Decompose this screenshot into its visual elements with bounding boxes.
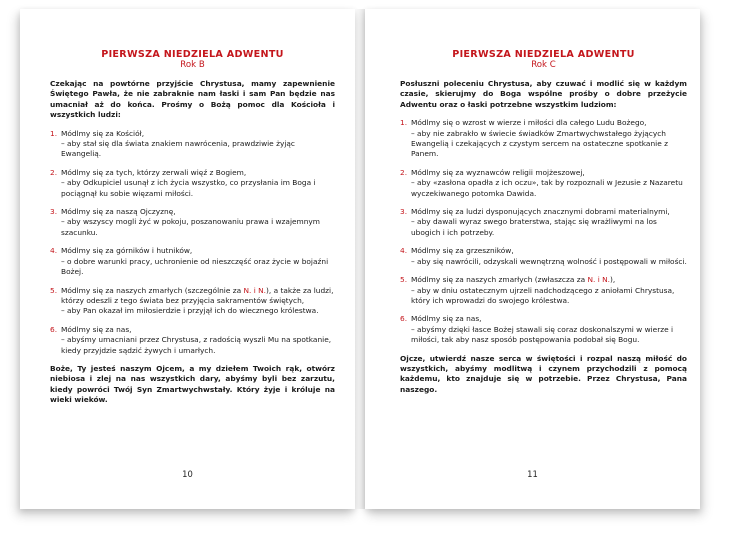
petition-line: Módlmy się za wyznawców religii mojżeszowej, — [411, 167, 585, 177]
petition-line: Módlmy się za nas, — [61, 324, 132, 334]
petition-line: – o dobre warunki pracy, uchronienie od nieszczęść oraz życie w bojaźni Bożej. — [61, 256, 329, 277]
left-page — [20, 9, 355, 509]
petition-item — [50, 207, 335, 238]
petition-line: Módlmy się za górników i hutników, — [61, 246, 193, 256]
petition-line — [61, 286, 335, 307]
petition-text — [411, 314, 687, 345]
petition-number: 3. — [50, 207, 58, 217]
page-subtitle: Rok C — [531, 60, 556, 70]
petition-line: Módlmy się za ludzi dysponujących znacznymi dobrami materialnymi, — [411, 207, 670, 217]
petition-text — [61, 286, 335, 317]
closing-prayer: Boże, Ty jesteś naszym Ojcem, a my dziełem Twoich rąk, otwórz niebiosa i zlej na nas wszystkich dary, abyśmy byli bez zarzutu, kiedy powróci Twój Syn Zmartwychwstały. Który żyje i króluje na wieki wieków. — [50, 363, 335, 405]
petition-line: Módlmy się za naszą Ojczyznę, — [61, 207, 176, 217]
petition-list — [400, 118, 687, 345]
petition-line: – aby «zasłona opadła z ich oczu», tak by rozpoznali w Jezusie z Nazaretu wyczekiwanego potomka Dawida. — [411, 178, 683, 198]
intro-paragraph: Czekając na powtórne przyjście Chrystusa, mamy zapewnienie Świętego Pawła, że nie zabraknie nam łaski i sam Pan będzie nas umacniał aż do końca. Prośmy o Bożą pomoc dla Kościoła i wszystkich ludzi: — [50, 79, 335, 120]
petition-text — [411, 207, 687, 238]
petition-text — [411, 118, 687, 160]
petition-item — [50, 286, 335, 317]
petition-text — [411, 168, 687, 199]
left-page-content — [50, 49, 335, 406]
petition-number: 1. — [400, 118, 408, 128]
petition-text — [411, 246, 687, 267]
petition-number: 4. — [400, 246, 408, 256]
petition-text-part: ), — [610, 275, 616, 285]
closing-prayer: Ojcze, utwierdź nasze serca w świętości i rozpal naszą miłość do wszystkich, abyśmy modlitwą i czynem przychodzili z pomocą każdemu, kto znajduje się w potrzebie. Przez Chrystusa, Pana naszego. — [400, 353, 687, 394]
petition-list — [50, 129, 335, 356]
petition-line: – aby dawali wyraz swego braterstwa, stając się wrażliwymi na los ubogich i ich potrzeby. — [411, 217, 657, 237]
petition-text — [61, 168, 335, 199]
page-title: PIERWSZA NIEDZIELA ADWENTU — [452, 49, 635, 60]
right-page — [365, 9, 700, 509]
petition-text — [61, 207, 335, 238]
petition-line: – abyśmy dzięki łasce Bożej stawali się coraz doskonalszymi w wierze i miłości, tak aby nasz sposób postępowania podobał się Bogu. — [411, 324, 674, 345]
petition-text — [61, 325, 335, 356]
petition-item — [400, 246, 687, 267]
petition-line: Módlmy się za grzeszników, — [411, 246, 514, 256]
page-number: 11 — [527, 469, 538, 479]
petition-item — [50, 325, 335, 356]
petition-number: 6. — [50, 324, 58, 334]
petition-text — [61, 129, 335, 160]
petition-line: Módlmy się za nas, — [411, 314, 482, 324]
petition-item — [400, 314, 687, 345]
petition-line: – aby się nawrócili, odzyskali wewnętrzną wolność i postępowali w miłości. — [411, 256, 687, 266]
petition-number: 5. — [50, 285, 58, 295]
petition-item — [400, 168, 687, 199]
petition-number: 5. — [400, 275, 408, 285]
intro-paragraph: Posłuszni poleceniu Chrystusa, aby czuwać i modlić się w każdym czasie, skierujmy do Boga wspólne prośby o dobre przeżycie Adwentu oraz o łaski potrzebne wszystkim ludziom: — [400, 79, 687, 109]
page-title: PIERWSZA NIEDZIELA ADWENTU — [101, 49, 284, 60]
petition-number: 4. — [50, 246, 58, 256]
petition-text — [61, 246, 335, 277]
petition-line: – aby Pan okazał im miłosierdzie i przyjął ich do wiecznego królestwa. — [61, 306, 319, 316]
name-placeholder: N. i N. — [587, 275, 611, 285]
petition-line: Módlmy się o wzrost w wierze i miłości dla całego Ludu Bożego, — [411, 118, 647, 128]
petition-item — [50, 168, 335, 199]
petition-line: – aby Odkupiciel usunął z ich życia wszystko, co przysłania im Boga i pociągnął ku sobie więzami miłości. — [61, 178, 316, 198]
page-number: 10 — [182, 469, 193, 479]
petition-line: Módlmy się za Kościół, — [61, 128, 145, 138]
name-placeholder: N. i N. — [243, 285, 267, 295]
petition-line: – aby w dniu ostatecznym ujrzeli nadchodzącego z aniołami Chrystusa, który ich wprowadzi do swojego królestwa. — [411, 285, 675, 305]
petition-line: – aby stał się dla świata znakiem nawrócenia, prawdziwie żyjąc Ewangelią. — [61, 139, 295, 159]
right-page-content — [400, 49, 687, 395]
petition-line: – aby wszyscy mogli żyć w pokoju, poszanowaniu prawa i wzajemnym szacunku. — [61, 217, 321, 237]
petition-line: – abyśmy umacniani przez Chrystusa, z radością wyszli Mu na spotkanie, kiedy przyjdzie sądzić żywych i umarłych. — [61, 335, 332, 355]
petition-item — [400, 118, 687, 160]
petition-number: 1. — [50, 128, 58, 138]
petition-text — [411, 275, 687, 306]
petition-text-part: Módlmy się za naszych zmarłych (zwłaszcza za — [411, 275, 588, 285]
petition-text-part: Módlmy się za naszych zmarłych (szczególnie za — [61, 285, 244, 295]
petition-number: 3. — [400, 207, 408, 217]
petition-line: – aby nie zabrakło w świecie świadków Zmartwychwstałego żyjących Ewangelią i czekających z czystym sercem na ostateczne spotkanie z Panem. — [411, 128, 668, 159]
petition-item — [400, 275, 687, 306]
petition-number: 6. — [400, 314, 408, 324]
petition-item — [400, 207, 687, 238]
petition-item — [50, 129, 335, 160]
petition-text-part: ), a także za ludzi, którzy odeszli z tego świata bez przyjęcia sakramentów świętych, — [61, 285, 334, 305]
petition-line: Módlmy się za tych, którzy zerwali więź z Bogiem, — [61, 167, 247, 177]
petition-item — [50, 246, 335, 277]
petition-line — [411, 275, 687, 285]
page-subtitle: Rok B — [180, 60, 205, 70]
petition-number: 2. — [50, 167, 58, 177]
petition-number: 2. — [400, 167, 408, 177]
